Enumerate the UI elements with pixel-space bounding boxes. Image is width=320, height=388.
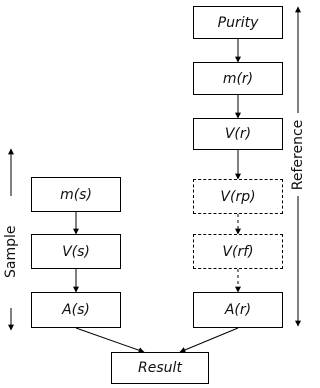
box-v-rp: V(rp) [193, 179, 283, 214]
box-purity: Purity [193, 6, 283, 39]
box-a-r: A(r) [193, 292, 283, 328]
box-a-s: A(s) [31, 292, 121, 328]
arrow-as-to-result [76, 328, 144, 352]
box-m-r: m(r) [193, 62, 283, 95]
box-m-s: m(s) [31, 177, 121, 212]
box-v-r: V(r) [193, 118, 283, 150]
arrow-ar-to-result [180, 328, 238, 352]
sample-label: Sample [3, 225, 19, 278]
box-v-rf: V(rf) [193, 234, 283, 269]
box-v-s: V(s) [31, 234, 121, 269]
reference-label: Reference [290, 119, 306, 191]
box-result: Result [111, 352, 209, 384]
